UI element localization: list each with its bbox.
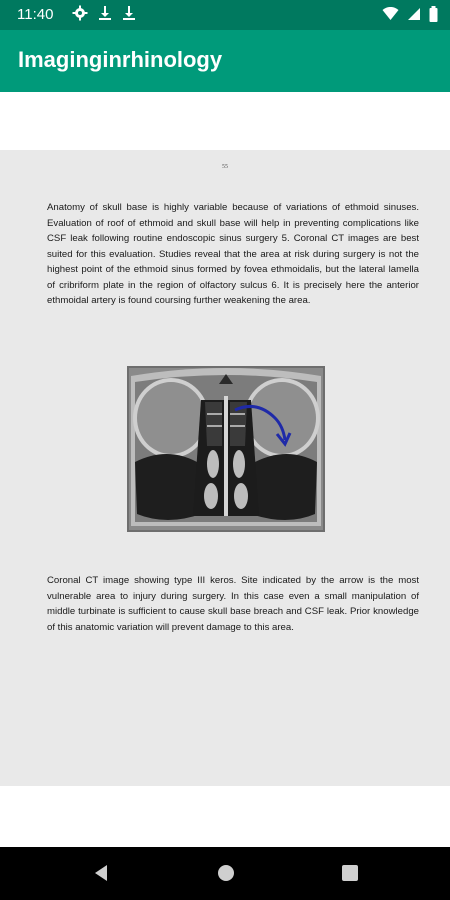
coronal-ct-image	[127, 366, 325, 532]
status-bar	[0, 0, 450, 30]
app-title: Imaginginrhinology	[18, 47, 223, 72]
document-viewer[interactable]	[0, 92, 450, 847]
battery-icon	[429, 6, 438, 27]
status-time: 11:40	[17, 6, 54, 23]
page-number: 55	[222, 164, 228, 170]
navigation-bar	[0, 847, 450, 900]
paragraph-anatomy: Anatomy of skull base is highly variable because of variations of ethmoid sinuses. Evaluation of roof of ethmoid and skull base will help in preventing complications like CSF leak following routine endoscopic sinus surgery 5. Coronal CT images are best suited for this evaluation. Studies reveal that the area at risk during surgery is not the highest point of the ethmoid sinus formed by fovea ethmoidalis, but the lateral lamella of cribriform plate in the region of olfactory sulcus 6. It is precisely here the anterior ethmoidal artery is found coursing further weakening the area.	[47, 202, 419, 306]
download-icon	[122, 5, 136, 26]
signal-icon	[407, 7, 421, 26]
app-bar	[0, 30, 450, 92]
back-icon[interactable]	[91, 863, 111, 888]
document-page	[0, 150, 450, 786]
wifi-icon	[382, 7, 399, 26]
home-icon[interactable]	[216, 863, 236, 888]
download-icon	[98, 5, 112, 26]
gear-icon	[72, 5, 88, 26]
paragraph-ct-caption: Coronal CT image showing type III keros. Site indicated by the arrow is the most vulnerable area to injury during surgery. In this case even a small manipulation of middle turbinate is sufficient to cause skull base breach and CSF leak. Prior knowledge of this anatomic variation will prevent damage to this area.	[47, 575, 419, 633]
recents-icon[interactable]	[340, 863, 360, 888]
